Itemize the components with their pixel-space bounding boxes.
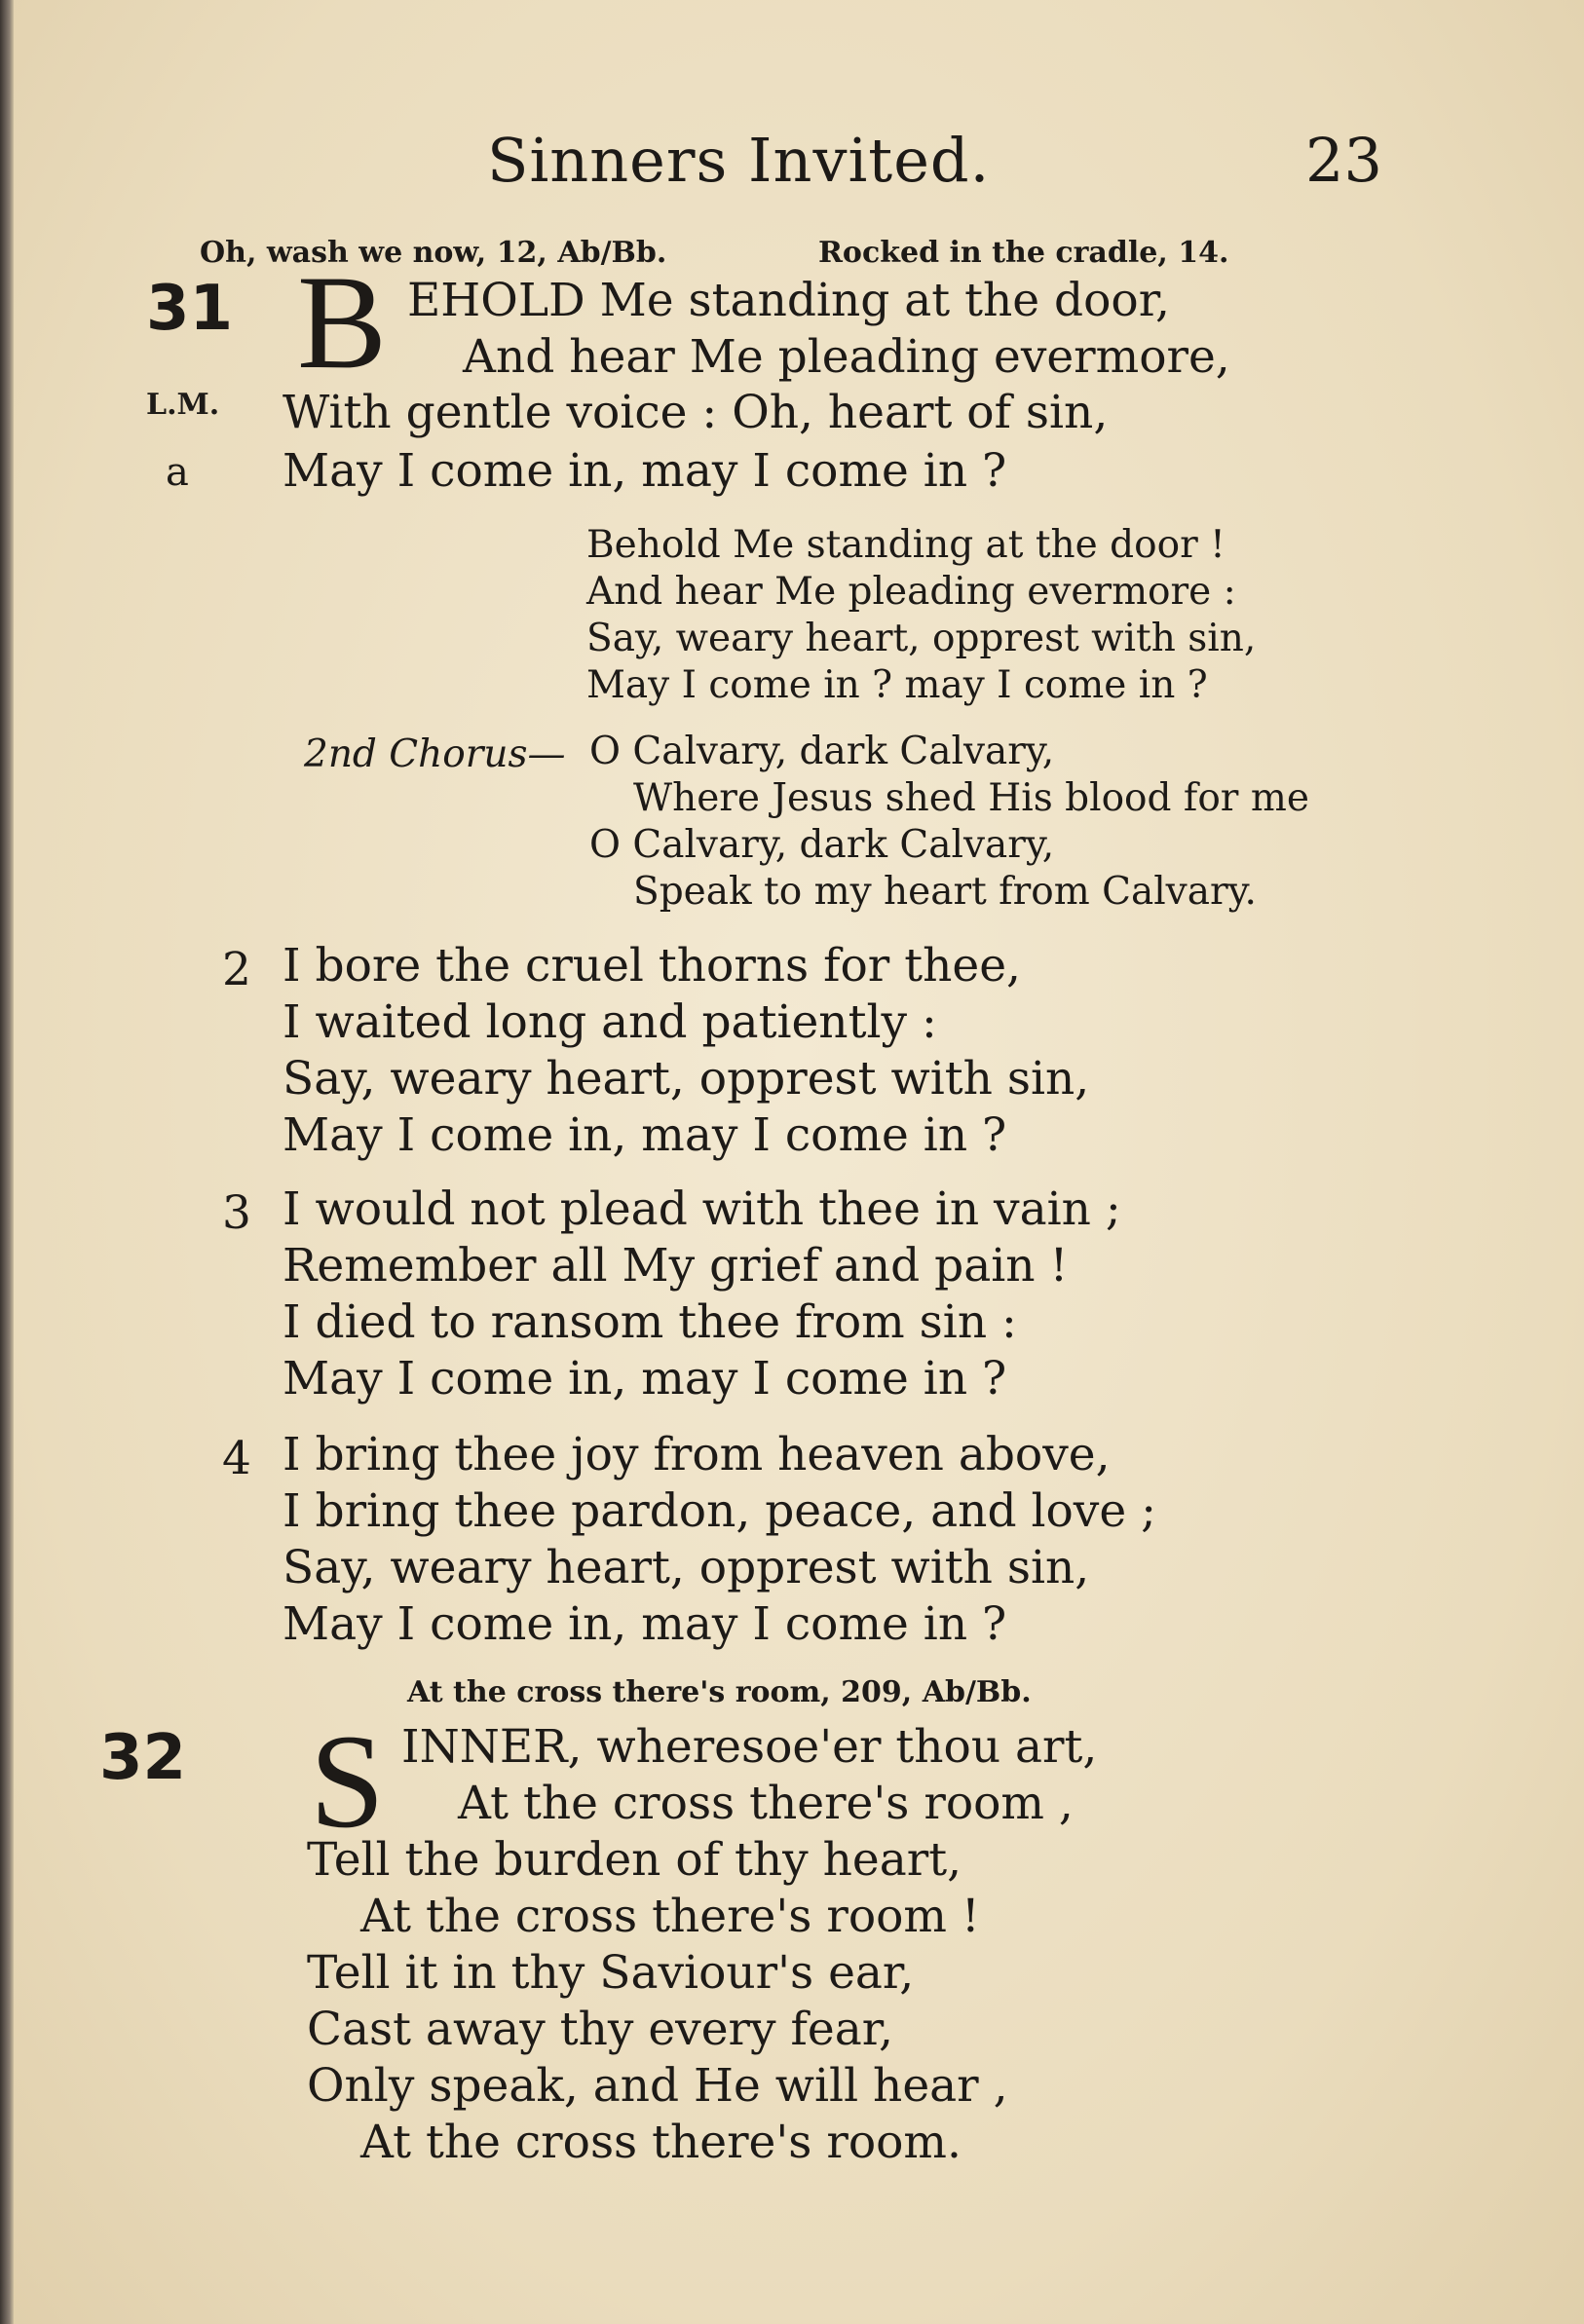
verse-line: May I come in, may I come in ? xyxy=(283,1597,1007,1651)
verse-line: Say, weary heart, opprest with sin, xyxy=(283,1541,1090,1594)
verse-line: I bring thee pardon, peace, and love ; xyxy=(283,1484,1156,1538)
verse-line: I bring thee joy from heaven above, xyxy=(283,1428,1111,1481)
chorus-label: 2nd Chorus— xyxy=(304,732,566,776)
verse-number: 4 xyxy=(222,1432,251,1485)
verse-line: Tell it in thy Saviour's ear, xyxy=(307,1946,915,2000)
verse-line: May I come in, may I come in ? xyxy=(283,444,1007,498)
chorus-line: O Calvary, dark Calvary, xyxy=(589,823,1055,867)
page-number: 23 xyxy=(1305,125,1382,196)
verse-line: I bore the cruel thorns for thee, xyxy=(283,939,1021,993)
tune-reference-left: Oh, wash we now, 12, Ab/Bb. xyxy=(200,236,667,270)
verse-line: I would not plead with thee in vain ; xyxy=(283,1182,1121,1236)
tune-reference: At the cross there's room, 209, Ab/Bb. xyxy=(407,1675,1032,1709)
refrain-line: And hear Me pleading evermore : xyxy=(586,570,1236,614)
hymn-number: 32 xyxy=(99,1722,187,1794)
drop-cap-letter: B xyxy=(297,247,388,396)
verse-line: I waited long and patiently : xyxy=(283,995,937,1049)
hymn-key: a xyxy=(166,450,189,495)
verse-number: 3 xyxy=(222,1186,251,1240)
verse-line: And hear Me pleading evermore, xyxy=(463,330,1230,384)
refrain-line: Behold Me standing at the door ! xyxy=(586,523,1226,567)
verse-line: At the cross there's room ! xyxy=(360,1890,980,1943)
verse-line: I died to ransom thee from sin : xyxy=(283,1295,1017,1349)
verse-line: Remember all My grief and pain ! xyxy=(283,1239,1069,1293)
drop-cap-letter: S xyxy=(310,1706,385,1855)
chorus-line: Speak to my heart from Calvary. xyxy=(633,870,1257,914)
chorus-line: Where Jesus shed His blood for me xyxy=(633,776,1309,820)
verse-number: 2 xyxy=(222,943,251,996)
verse-line: Only speak, and He will hear , xyxy=(307,2059,1008,2113)
refrain-line: Say, weary heart, opprest with sin, xyxy=(586,617,1257,660)
verse-line: Tell the burden of thy heart, xyxy=(307,1833,962,1887)
verse-line: Say, weary heart, opprest with sin, xyxy=(283,1052,1090,1106)
verse-line: May I come in, may I come in ? xyxy=(283,1108,1007,1162)
verse-line: Cast away thy every fear, xyxy=(307,2003,893,2056)
verse-line: With gentle voice : Oh, heart of sin, xyxy=(283,386,1109,439)
verse-line: At the cross there's room , xyxy=(458,1777,1074,1830)
page-title: Sinners Invited. xyxy=(487,125,991,196)
hymn-meter: L.M. xyxy=(146,388,220,422)
refrain-line: May I come in ? may I come in ? xyxy=(586,663,1208,707)
verse-line: At the cross there's room. xyxy=(360,2116,962,2169)
book-spine-edge xyxy=(0,0,14,2324)
tune-reference-right: Rocked in the cradle, 14. xyxy=(818,236,1229,270)
verse-line: May I come in, may I come in ? xyxy=(283,1352,1007,1406)
verse-line: EHOLD Me standing at the door, xyxy=(407,274,1170,327)
chorus-line: O Calvary, dark Calvary, xyxy=(589,730,1055,773)
verse-line: INNER, wheresoe'er thou art, xyxy=(401,1720,1098,1774)
hymn-number: 31 xyxy=(146,273,234,345)
